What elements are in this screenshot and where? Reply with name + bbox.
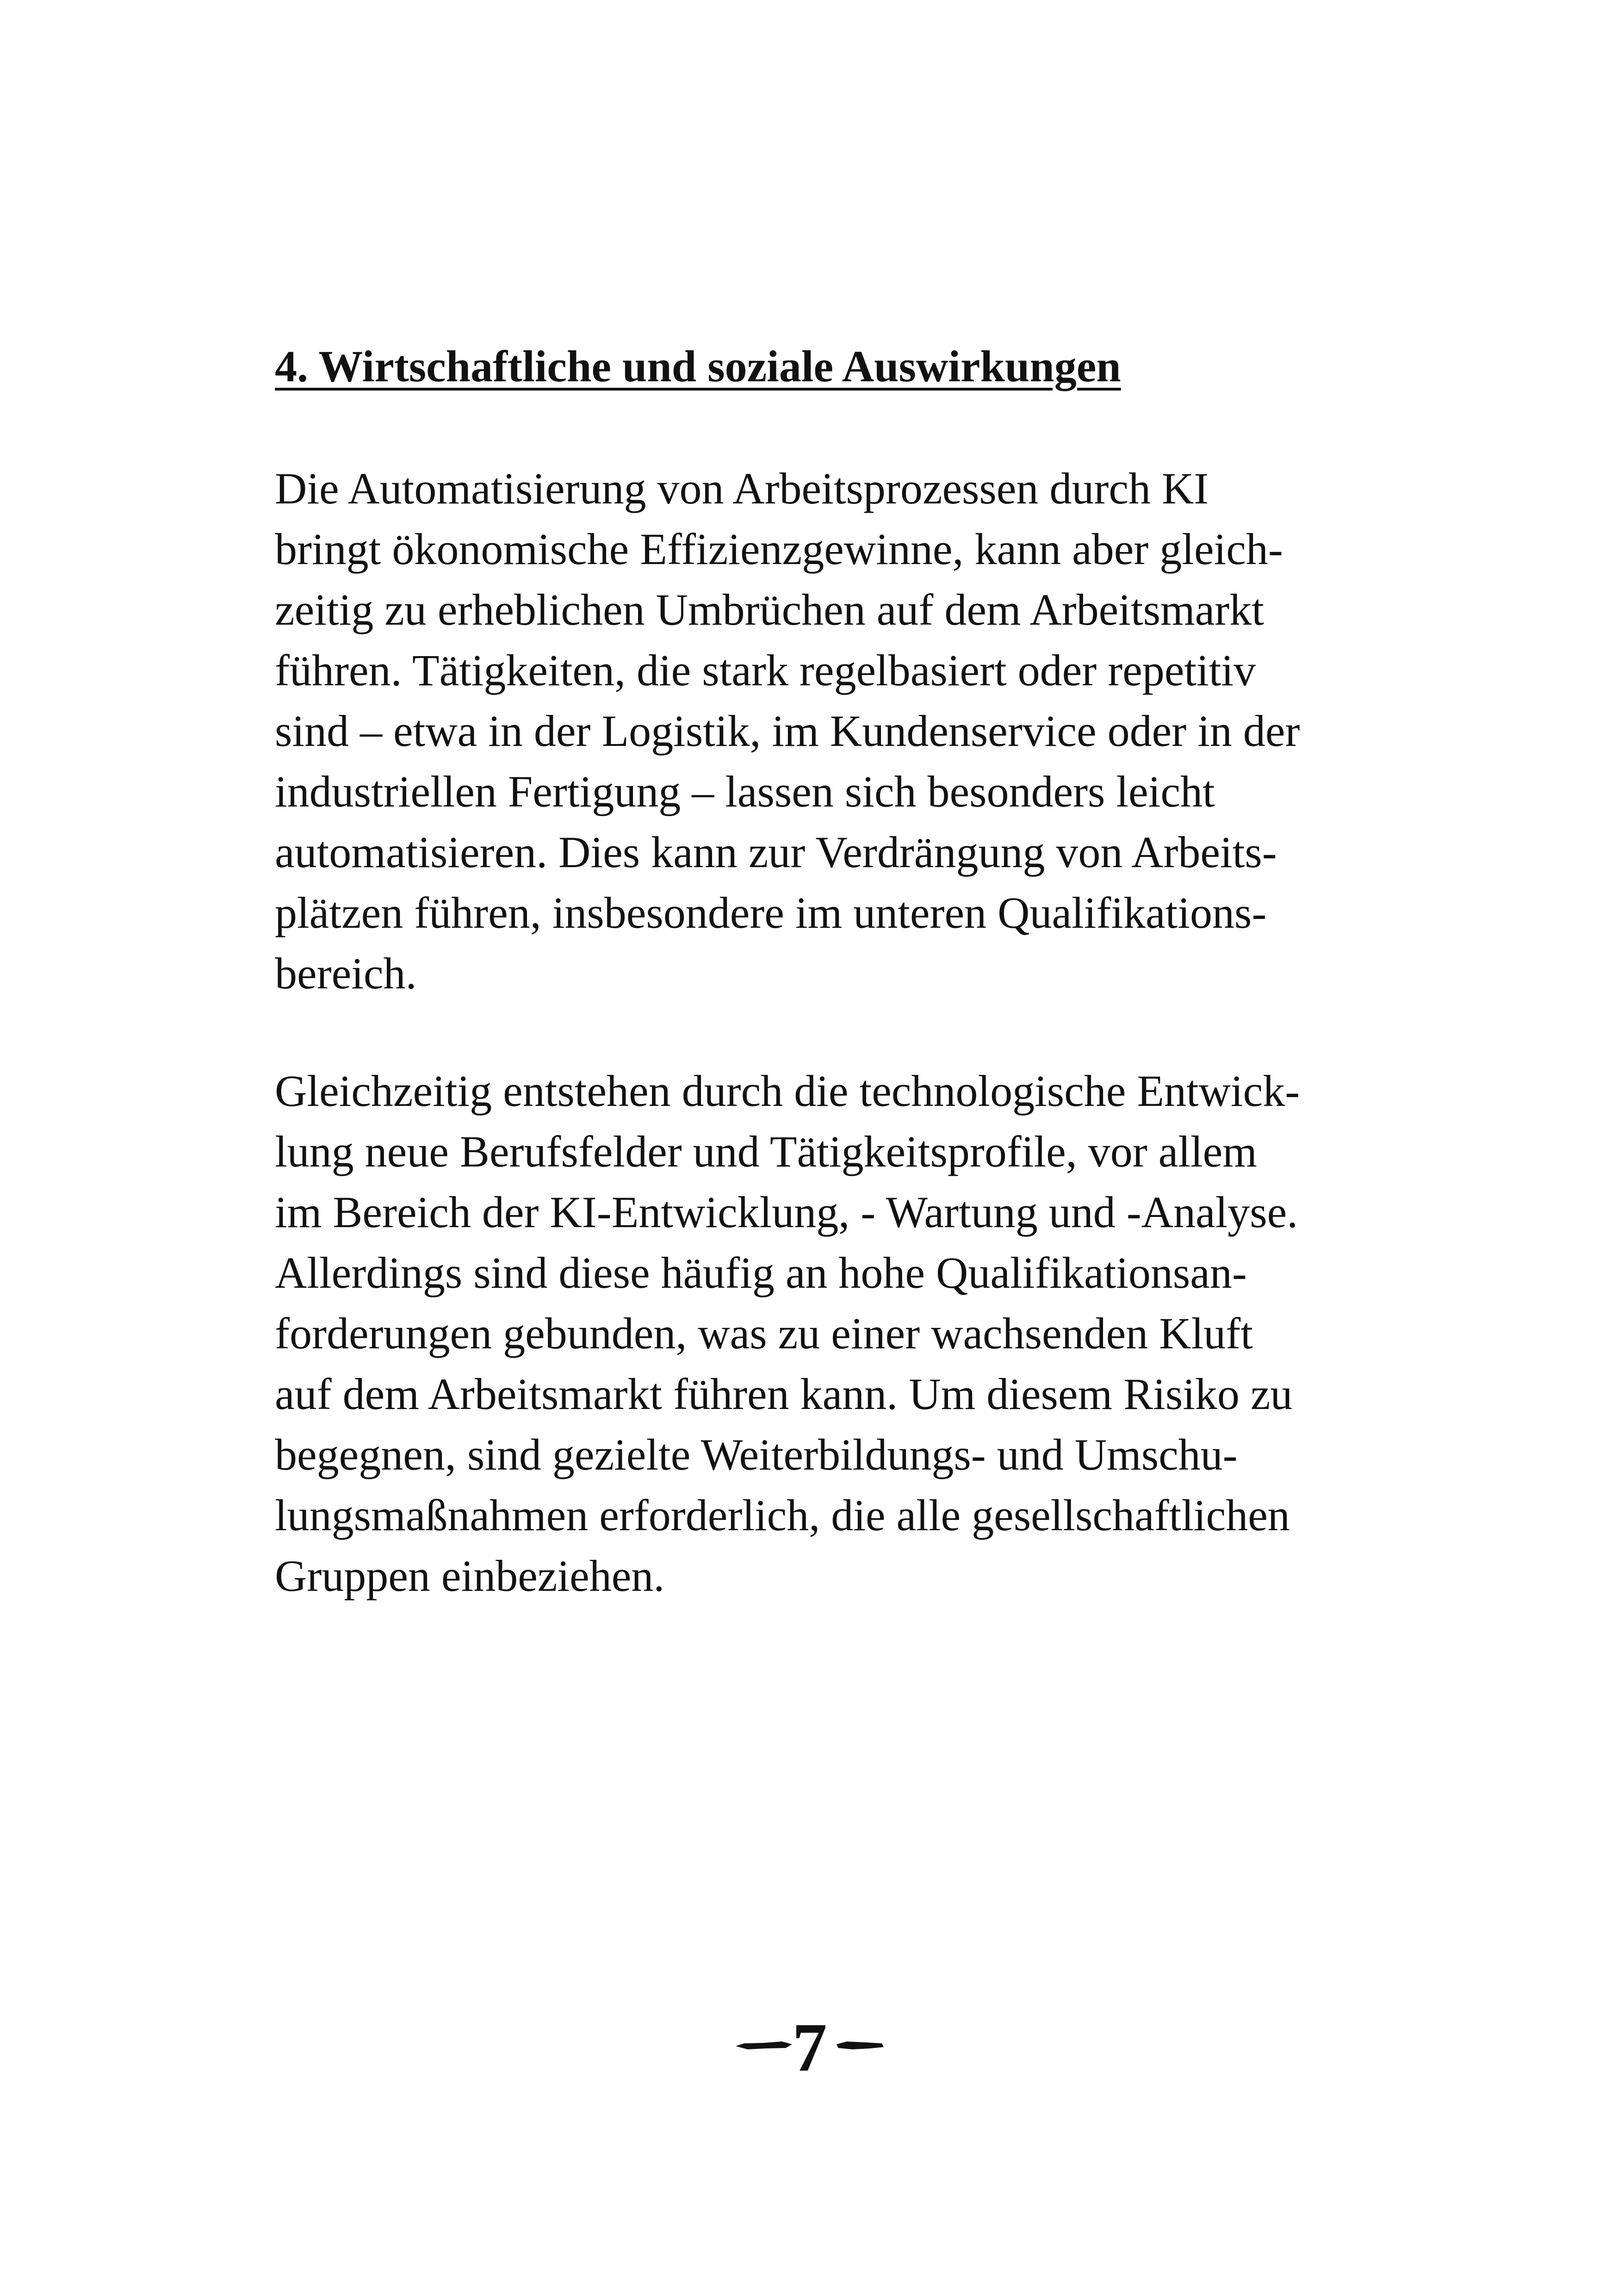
text-line: führen. Tätigkeiten, die stark regelbasiert oder repetitiv — [275, 645, 1256, 695]
text-line: bereich. — [275, 949, 417, 998]
page-number-digit: 7 — [792, 2009, 827, 2082]
text-line: lung neue Berufsfelder und Tätigkeitsprofile, vor allem — [275, 1127, 1257, 1176]
text-line: forderungen gebunden, was zu einer wachsenden Kluft — [275, 1309, 1253, 1358]
text-line: Gruppen einbeziehen. — [275, 1551, 665, 1601]
text-line: Gleichzeitig entstehen durch die technologische Entwick- — [275, 1066, 1300, 1116]
left-dash-ornament — [736, 2042, 792, 2049]
page-number-graphic — [731, 2004, 888, 2082]
text-line: bringt ökonomische Effizienzgewinne, kann aber gleich- — [275, 524, 1283, 574]
right-dash-ornament — [837, 2042, 884, 2049]
text-line: begegnen, sind gezielte Weiterbildungs- und Umschu- — [275, 1430, 1238, 1479]
text-line: industriellen Fertigung – lassen sich besonders leicht — [275, 767, 1215, 816]
paragraph-2 — [275, 1061, 1300, 1606]
text-line: Die Automatisierung von Arbeitsprozessen durch KI — [275, 464, 1209, 513]
text-line: im Bereich der KI-Entwicklung, - Wartung und -Analyse. — [275, 1187, 1298, 1237]
paragraph-1 — [275, 458, 1300, 1004]
text-line: lungsmaßnahmen erforderlich, die alle gesellschaftlichen — [275, 1490, 1290, 1540]
text-line: zeitig zu erheblichen Umbrüchen auf dem Arbeitsmarkt — [275, 585, 1264, 634]
page-number — [731, 2004, 888, 2082]
text-line: auf dem Arbeitsmarkt führen kann. Um diesem Risiko zu — [275, 1369, 1293, 1419]
section-heading: 4. Wirtschaftliche und soziale Auswirkungen — [275, 341, 1121, 391]
text-line: plätzen führen, insbesondere im unteren Qualifikations- — [275, 888, 1267, 937]
text-line: Allerdings sind diese häufig an hohe Qualifikationsan- — [275, 1248, 1247, 1297]
text-line: automatisieren. Dies kann zur Verdrängung von Arbeits- — [275, 827, 1277, 877]
text-line: sind – etwa in der Logistik, im Kundenservice oder in der — [275, 706, 1300, 756]
